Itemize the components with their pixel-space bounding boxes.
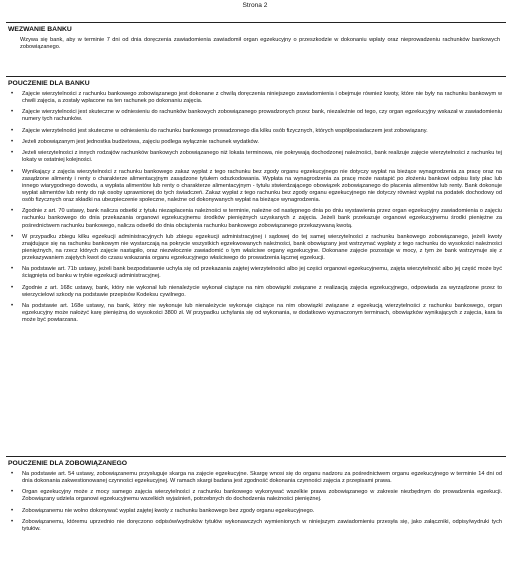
section-wezwanie (6, 22, 506, 51)
list-item-text: Jeżeli zobowiązanym jest jednostka budżetowa, zajęciu podlega wyłącznie rachunek wydatków. (22, 139, 259, 146)
bullet-icon: • (11, 168, 14, 175)
list-item (6, 109, 506, 123)
list-item (6, 169, 506, 204)
bank-list (6, 91, 506, 324)
zobowiazany-list (6, 471, 506, 533)
bullet-icon: • (11, 150, 14, 157)
list-item (6, 519, 506, 533)
list-item (6, 208, 506, 229)
list-item-text: Organ egzekucyjny może z mocy samego zajęcia wierzytelności z rachunku bankowego wykonywać wszelkie prawa zobowiązanego w zakresie niezbędnym do prowadzenia egzekucji. Zobowiązany udziela organowi egzekucyjnemu wszelkich wyjaśnień, potrzebnych do dochodzenia należności pieniężnej. (22, 489, 502, 503)
list-item-text: Na podstawie art. 168e ustawy, na bank, który nie wykonuje lub nienależycie wykonuje ciążące na nim obowiązki związane z egzekucją wierzytelności z rachunku bankowego, organ egzekucyjny może nałożyć karę pieniężną do wysokości 3800 zł. W przypadku uchylania się od wykonania, w dodatkowo wyznaczonym terminach, obowiązków wynikających z zajęcia, kara ta może być powtarzana. (22, 303, 502, 324)
bullet-icon: • (11, 127, 14, 134)
list-item (6, 508, 506, 515)
list-item-text: Zobowiązanemu nie wolno dokonywać wypłat zajętej kwoty z rachunku bankowego bez zgody organu egzekucyjnego. (22, 507, 315, 514)
bullet-icon: • (11, 489, 14, 496)
list-item (6, 285, 506, 299)
list-item-text: Zgodnie z art. 70 ustawy, bank nalicza odsetki z tytułu niezapłacenia należności w terminie, należne od następnego dnia po dniu wystawienia przez organ egzekucyjny zawiadomienia o zajęciu rachunku bankowego do dnia przekazania organowi egzekucyjnemu środków pieniężnych uzyskanych z zajęcia. Jeżeli bank przekazuje organowi egzekucyjnemu środki pieniężne za pośrednictwem rachunku bankowego, nalicza odsetki do dnia obciążenia rachunku bankowego zobowiązanego przekazywaną kwotą. (22, 208, 502, 229)
bullet-icon: • (11, 139, 14, 146)
list-item-text: Zajęcie wierzytelności jest skuteczne w odniesieniu do rachunków bankowych zobowiązanego prowadzonych przez bank, niezależnie od tego, czy organ egzekucyjny wskazał w zawiadomieniu numery tych rachunków. (22, 109, 502, 123)
list-item-text: W przypadku zbiegu kilku egzekucji administracyjnych lub zbiegu egzekucji administracyjnej i sądowej do tej samej wierzytelności z rachunku bankowego zobowiązanego, jeżeli kwoty znajdujące się na rachunku bankowym nie wystarczają na pokrycie wszystkich egzekwowanych należności, bank obowiązany jest wstrzymać wypłaty z tego rachunku do wysokości należności pieniężnych, na rzecz których zajęcie nastąpiło, oraz niezwłocznie zawiadomić o tym właściwe organy egzekucyjne. Dokonane zajęcie pozostaje w mocy, z tym że bank wstrzymuje się z przekazywaniem zajętych kwot do czasu wskazania organu egzekucyjnego właściwego do prowadzenia łącznej egzekucji. (22, 233, 502, 262)
bullet-icon: • (11, 471, 14, 477)
list-item (6, 91, 506, 105)
section-text: Wzywa się bank, aby w terminie 7 dni od dnia doręczenia zawiadomienia zawiadomił organ egzekucyjny o przeszkodzie w dokonaniu wpłaty oraz nieprowadzeniu rachunków bankowych zobowiązanego. (20, 37, 500, 51)
list-item (6, 234, 506, 262)
bullet-icon: • (11, 284, 14, 291)
page-number: Strona 2 (242, 2, 268, 9)
bullet-icon: • (11, 266, 14, 273)
bullet-icon: • (11, 109, 14, 116)
bullet-icon: • (11, 208, 14, 215)
list-item (6, 471, 506, 485)
section-title: WEZWANIE BANKU (8, 26, 72, 33)
section-divider (6, 22, 506, 23)
list-item-text: Zajęcie wierzytelności jest skuteczne w odniesieniu do rachunku bankowego prowadzonego dla kilku osób fizycznych, których współposiadaczem jest zobowiązany. (22, 127, 428, 134)
bullet-icon: • (11, 519, 14, 526)
section-title: POUCZENIE DLA ZOBOWIĄZANEGO (8, 460, 128, 467)
list-item-text: Na podstawie art. 71b ustawy, jeżeli bank bezpodstawnie uchyla się od przekazania zajętej wierzytelności albo jej części organowi egzekucyjnemu, zajęta wierzytelność albo jej część może być ściągnięta od banku w trybie egzekucji administracyjnej. (22, 266, 502, 280)
list-item-text: Zajęcie wierzytelności z rachunku bankowego zobowiązanego jest dokonane z chwilą doręczenia niniejszego zawiadomienia i obejmuje również kwoty, które nie były na rachunku bankowym w chwili zajęcia, a zostały wpłacone na ten rachunek po dokonaniu zajęcia. (22, 91, 502, 105)
bullet-icon: • (11, 233, 14, 240)
list-item (6, 303, 506, 324)
list-item-text: Zobowiązanemu, któremu uprzednio nie doręczono odpisów/wydruków tytułów wykonawczych wymienionych w niniejszym zawiadomieniu przesyła się, jako załączniki, odpisy/wydruki tych tytułów. (22, 519, 502, 533)
list-item (6, 150, 506, 164)
bullet-icon: • (11, 91, 14, 97)
section-title: POUCZENIE DLA BANKU (8, 80, 90, 87)
list-item (6, 139, 506, 146)
section-divider (6, 76, 506, 77)
bullet-icon: • (11, 507, 14, 514)
section-divider (6, 456, 506, 457)
list-item (6, 489, 506, 503)
bullet-icon: • (11, 303, 14, 310)
list-item (6, 266, 506, 280)
section-pouczenie-zobowiazany (6, 456, 506, 537)
list-item-text: Jeżeli wierzytelności z innych rodzajów rachunków bankowych zobowiązanego niż lokata terminowa, nie pokrywają dochodzonej należności, bank realizuje zajęcie wierzytelności z rachunku tej lokaty w ostatniej kolejności. (22, 150, 502, 164)
list-item-text: Na podstawie art. 54 ustawy, zobowiązanemu przysługuje skarga na zajęcie egzekucyjne. Skargę wnosi się do organu nadzoru za pośrednictwem organu egzekucyjnego w terminie 14 dni od dnia dokonania zakwestionowanej czynności egzekucyjnej. W ramach skargi badana jest zgodność dokonania czynności zajęcia z przepisami prawa. (22, 471, 502, 485)
list-item (6, 128, 506, 135)
section-pouczenie-bank (6, 76, 506, 329)
list-item-text: Zgodnie z art. 168c ustawy, bank, który nie wykonał lub nienależycie wykonał ciążące na nim obowiązki związane z realizacją zajęcia egzekucyjnego, odpowiada za wyrządzone przez to wierzycielowi szkody na podstawie przepisów Kodeksu cywilnego. (22, 284, 502, 298)
list-item-text: Wynikający z zajęcia wierzytelności z rachunku bankowego zakaz wypłat z tego rachunku bez zgody organu egzekucyjnego nie dotyczy wypłat na bieżące wynagrodzenia za pracę oraz na zasądzone alimenty i renty o charakterze alimentacyjnym zasądzone tytułem odszkodowania. Wypłata na wynagrodzenia za pracę może nastąpić po złożeniu bankowi odpisu listy płac lub innego wiarygodnego dowodu, a wypłata alimentów lub renty o charakterze alimentacyjnym - tytułu stwierdzającego obowiązek zobowiązanego do płacenia alimentów lub renty. Bank dokonuje wypłat alimentów lub renty do rąk osoby uprawnionej do tych świadczeń. Zakaz wypłat z tego rachunku bez zgody organu egzekucyjnego nie dotyczy również wypłat na podatek dochodowy od osób fizycznych oraz składki na ubezpieczenie społeczne, należne od dokonywanych wypłat na bieżące wynagrodzenia. (22, 168, 502, 204)
